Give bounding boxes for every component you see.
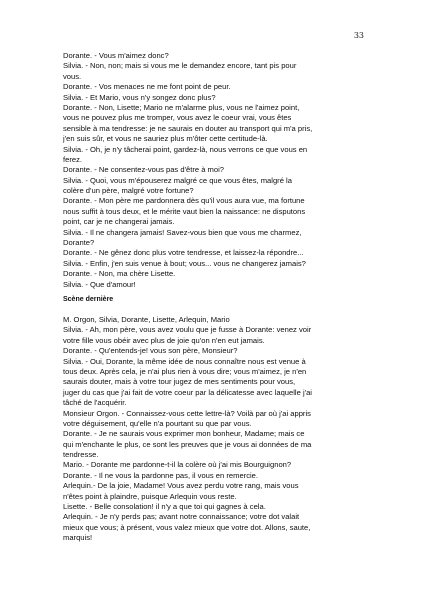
- text-line: Silvia. - Non, non; mais si vous me le demandez encore, tant pis pour: [63, 61, 297, 71]
- text-line: tendresse.: [63, 450, 99, 460]
- text-line: vous.: [63, 71, 82, 81]
- text-line: Dorante. - Ne consentez-vous pas d'être à moi?: [63, 165, 225, 175]
- text-line: n'êtes point à plaindre, puisque Arlequin vous reste.: [63, 491, 237, 501]
- text-line: votre déguisement, qu'elle n'a pourtant su que par vous.: [63, 418, 252, 428]
- dialogue-block-one: [63, 51, 363, 290]
- text-line: j'en suis sûr, et vous ne sauriez plus m'ôter cette certitude-là.: [63, 134, 268, 144]
- text-line: qui m'enchante le plus, ce sont les preuves que je vous ai données de ma: [63, 439, 312, 449]
- text-line: juger du cas que j'ai fait de votre coeur par la délicatesse avec laquelle j'ai: [63, 387, 312, 397]
- text-line: Lisette. - Belle consolation! il n'y a que toi qui gagnes à cela.: [63, 502, 266, 512]
- page-number: 33: [353, 31, 364, 40]
- text-line: M. Orgon, Silvia, Dorante, Lisette, Arlequin, Mario: [63, 315, 230, 324]
- text-line: votre fille vous obéir avec plus de joie qu'on n'en eut jamais.: [63, 335, 265, 345]
- text-line: Dorante. - Vous m'aimez donc?: [63, 51, 169, 60]
- text-line: Dorante. - Je ne saurais vous exprimer mon bonheur, Madame; mais ce: [63, 429, 305, 439]
- text-line: Dorante. - Vos menaces ne me font point de peur.: [63, 82, 231, 92]
- text-line: Silvia. - Et Mario, vous n'y songez donc plus?: [63, 92, 216, 102]
- text-line: Silvia. - Oh, je n'y tâcherai point, gardez-là, nous verrons ce que vous en: [63, 144, 308, 154]
- text-line: Arlequin. - Je n'y perds pas; avant notre connaissance; votre dot valait: [63, 512, 300, 522]
- text-line: Silvia. - Que d'amour!: [63, 279, 136, 289]
- text-line: point, car je ne changerai jamais.: [63, 217, 175, 227]
- scene-heading: Scène dernière: [63, 296, 114, 303]
- text-line: Arlequin.- De la joie, Madame! Vous avez perdu votre rang, mais vous: [63, 481, 299, 491]
- text-line: Silvia. - Ah, mon père, vous avez voulu que je fusse à Dorante: venez voir: [63, 325, 312, 335]
- text-line: tous deux. Après cela, je n'ai plus rien à vous dire; vous m'aimez, je n'en: [63, 366, 307, 376]
- text-line: Dorante. - Ne gênez donc plus votre tendresse, et laissez-la répondre...: [63, 248, 304, 258]
- text-line: Dorante?: [63, 238, 95, 248]
- text-line: Silvia. - Enfin, j'en suis venue à bout; vous... vous ne changerez jamais?: [63, 258, 306, 268]
- text-line: Silvia. - Il ne changera jamais! Savez-vous bien que vous me charmez,: [63, 227, 302, 237]
- text-line: saurais douter, mais à votre tour jugez de mes sentiments pour vous,: [63, 377, 296, 387]
- text-line: Dorante. - Mon père me pardonnera dès qu'il vous aura vue, ma fortune: [63, 196, 305, 206]
- text-line: Dorante. - Il ne vous la pardonne pas, il vous en remercie.: [63, 470, 259, 480]
- text-line: marquis!: [63, 533, 93, 543]
- text-line: nous suffit à tous deux, et le mérite vaut bien la naissance: ne disputons: [63, 206, 306, 216]
- text-line: colère d'un père, malgré votre fortune?: [63, 186, 194, 196]
- text-line: sensible à ma tendresse: je ne saurais en douter au transport qui m'a pris,: [63, 123, 313, 133]
- text-line: Mario. - Dorante me pardonne-t-il la colère où j'ai mis Bourguignon?: [63, 460, 292, 470]
- text-line: Monsieur Orgon. - Connaissez-vous cette lettre-là? Voilà par où j'ai appris: [63, 408, 311, 418]
- text-line: tâché de l'acquérir.: [63, 398, 127, 408]
- text-line: Silvia. - Quoi, vous m'épouserez malgré ce que vous êtes, malgré la: [63, 175, 292, 185]
- text-line: Silvia. - Oui, Dorante, la même idée de nous connaître nous est venue à: [63, 356, 306, 366]
- text-line: vous ne pouvez plus me tromper, vous avez le coeur vrai, vous êtes: [63, 113, 292, 123]
- text-line: Dorante. - Non, Lisette; Mario ne m'alarme plus, vous ne l'aimez point,: [63, 102, 300, 112]
- text-line: Dorante. - Non, ma chère Lisette.: [63, 269, 176, 279]
- dialogue-block-two: [63, 315, 363, 544]
- text-line: ferez.: [63, 154, 82, 164]
- text-line: Dorante. - Qu'entends-je! vous son père, Monsieur?: [63, 346, 238, 356]
- text-line: mieux que vous; à présent, vous valez mieux que votre dot. Allons, saute,: [63, 522, 311, 532]
